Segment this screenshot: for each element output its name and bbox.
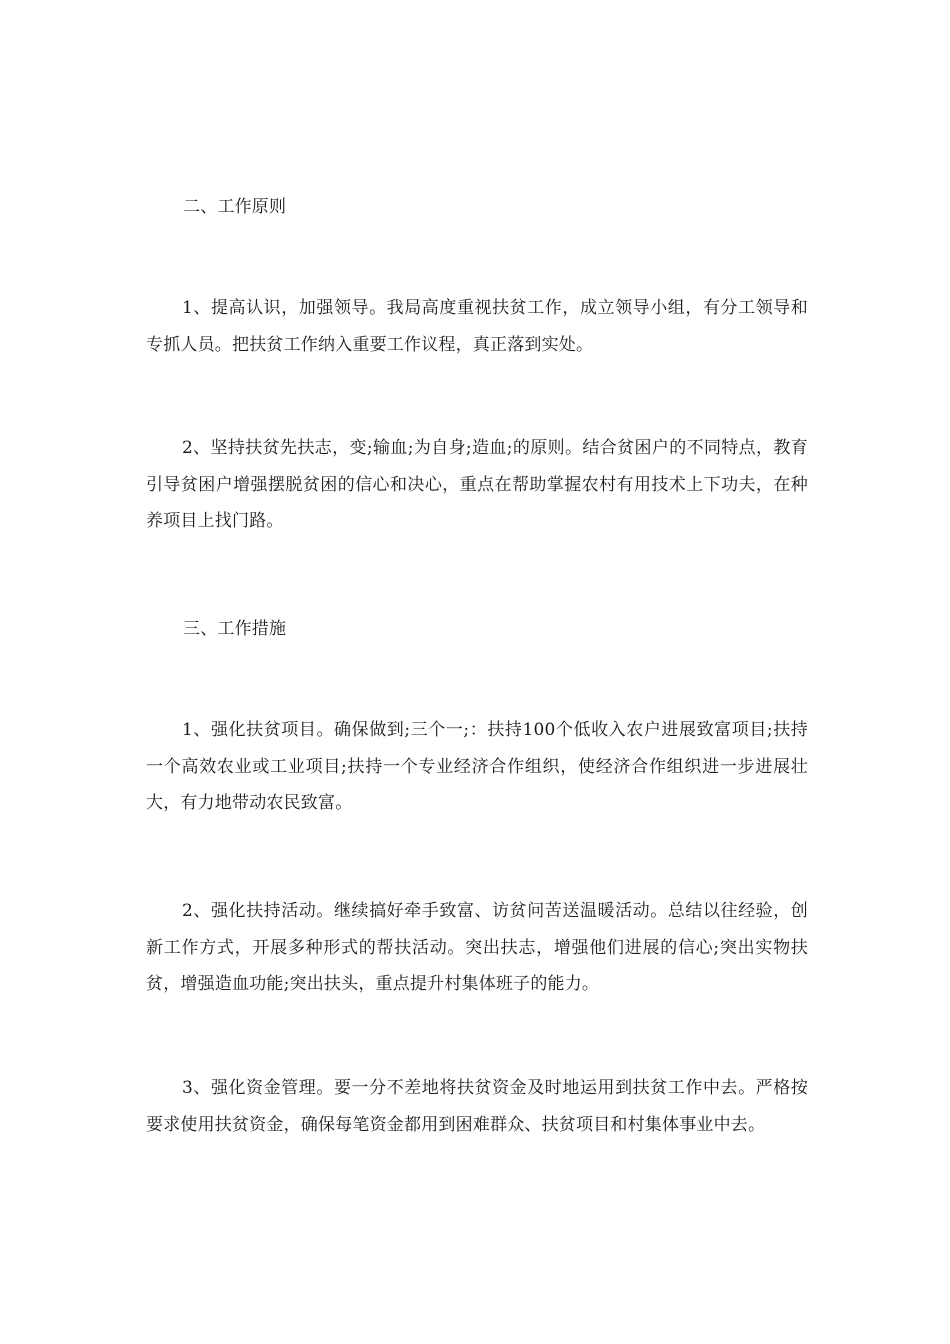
measure-1-paragraph: 1、强化扶贫项目。确保做到;三个一;：扶持100个低收入农户进展致富项目;扶持一个高效农业或工业项目;扶持一个专业经济合作组织，使经济合作组织进一步进展壮大，有力地带动农民致富。 <box>146 720 808 813</box>
measure-2-paragraph: 2、强化扶持活动。继续搞好牵手致富、访贫问苦送温暖活动。总结以往经验，创新工作方式，开展多种形式的帮扶活动。突出扶志，增强他们进展的信心;突出实物扶贫，增强造血功能;突出扶头，重点提升村集体班子的能力。 <box>146 901 808 994</box>
measure-3-paragraph: 3、强化资金管理。要一分不差地将扶贫资金及时地运用到扶贫工作中去。严格按要求使用扶贫资金，确保每笔资金都用到困难群众、扶贫项目和村集体事业中去。 <box>146 1078 808 1135</box>
principle-2-paragraph: 2、坚持扶贫先扶志，变;输血;为自身;造血;的原则。结合贫困户的不同特点，教育引导贫困户增强摆脱贫困的信心和决心，重点在帮助掌握农村有用技术上下功夫，在种养项目上找门路。 <box>146 438 808 531</box>
section-two-heading: 二、工作原则 <box>183 197 287 217</box>
section-three-heading: 三、工作措施 <box>183 619 287 639</box>
principle-1-paragraph: 1、提高认识，加强领导。我局高度重视扶贫工作，成立领导小组，有分工领导和专抓人员。把扶贫工作纳入重要工作议程，真正落到实处。 <box>146 298 808 355</box>
